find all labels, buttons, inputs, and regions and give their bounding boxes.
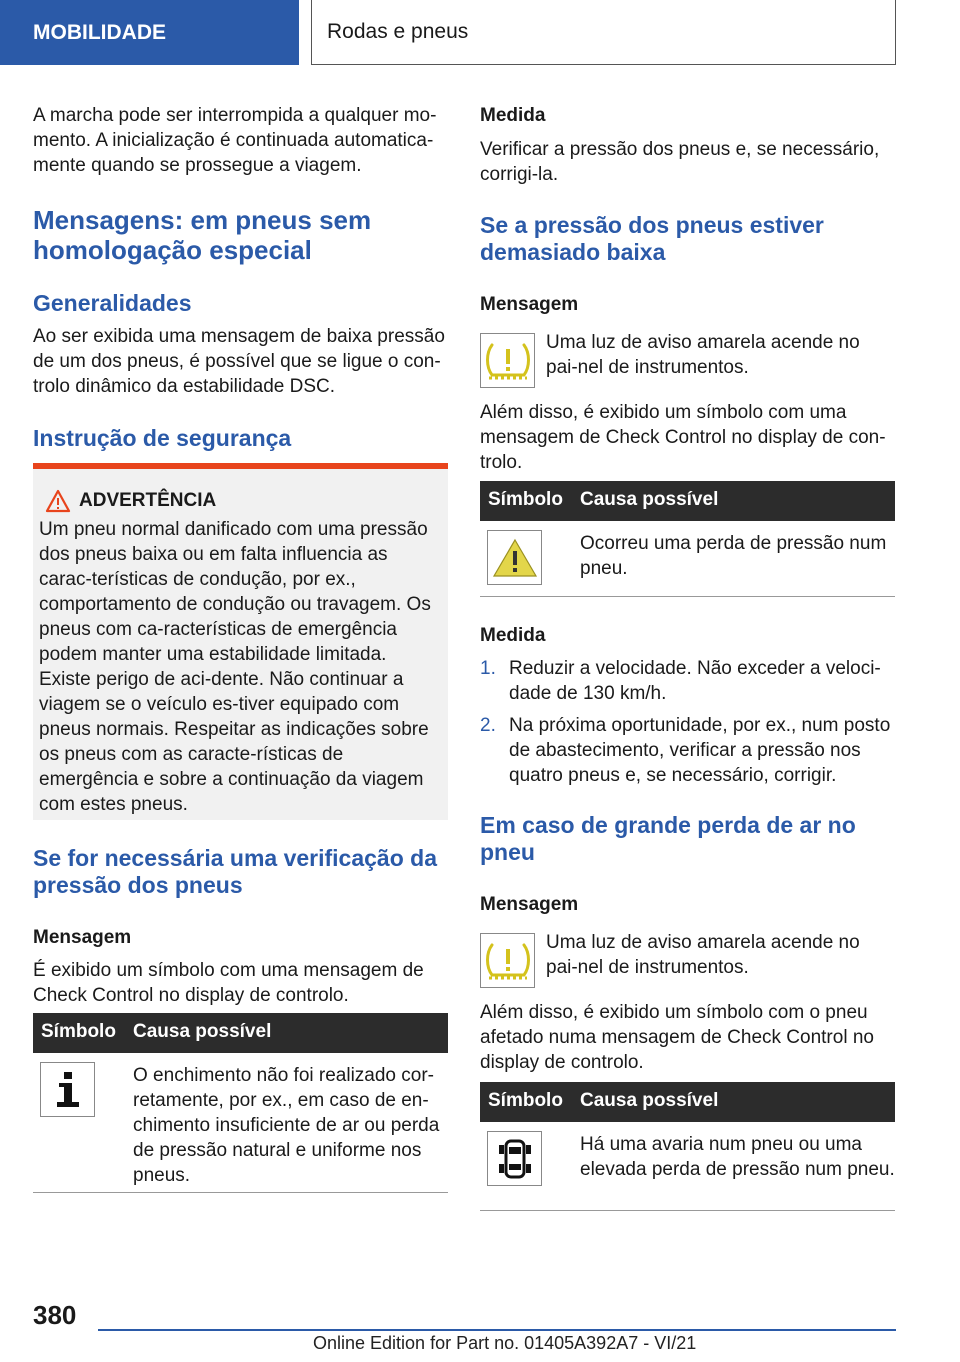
header-section-tab: MOBILIDADE (0, 0, 299, 65)
tire-pressure-warning-lamp-icon (480, 933, 535, 988)
table-row (480, 521, 895, 597)
heading-message-2: Mensagem (480, 894, 579, 915)
step-text: Reduzir a velocidade. Não exceder a veloci-dade de 130 km/h. (509, 658, 881, 704)
col-header-symbol: Símbolo (488, 1090, 563, 1111)
measure-1-paragraph: Verificar a pressão dos pneus e, se necessário, corrigi-la. (480, 139, 880, 185)
footer-edition: Online Edition for Part no. 01405A392A7 - VI/21 (313, 1333, 697, 1353)
heading-check-pressure: Se for necessária uma verificação da pressão dos pneus (33, 845, 437, 898)
footer-divider (98, 1329, 896, 1331)
table-header (480, 481, 895, 521)
header-chapter-title: Rodas e pneus (311, 0, 896, 65)
page-number: 380 (33, 1300, 77, 1330)
col-header-symbol: Símbolo (41, 1021, 116, 1042)
heading-measure-1: Medida (480, 105, 546, 126)
col-header-cause: Causa possível (580, 489, 719, 510)
step-item-1 (480, 656, 895, 706)
heading-message: Mensagem (33, 927, 132, 948)
table-header (480, 1082, 895, 1122)
step-text: Na próxima oportunidade, por ex., num posto de abastecimento, verificar a pressão nos quatro pneus e, se necessário, corrigir. (509, 715, 891, 786)
step-number: 1. (480, 658, 496, 679)
general-paragraph: Ao ser exibida uma mensagem de baixa pressão de um dos pneus, é possível que se ligue o con-trolo dinâmico da estabilidade DSC. (33, 326, 445, 397)
heading-low-pressure: Se a pressão dos pneus estiver demasiado baixa (480, 212, 824, 265)
tire-pressure-warning-lamp-icon (480, 333, 535, 388)
heading-measure-2: Medida (480, 625, 546, 646)
col-header-cause: Causa possível (580, 1090, 719, 1111)
heading-big-loss: Em caso de grande perda de ar no pneu (480, 812, 856, 865)
info-icon (40, 1062, 95, 1117)
symbol-table-info (33, 1013, 448, 1193)
heading-message-1: Mensagem (480, 294, 579, 315)
lamp-1-paragraph: Uma luz de aviso amarela acende no pai-nel de instrumentos. (546, 332, 860, 378)
message-paragraph: É exibido um símbolo com uma mensagem de Check Control no display de controlo. (33, 960, 424, 1006)
warning-triangle-icon (45, 489, 71, 513)
lamp-2-paragraph: Uma luz de aviso amarela acende no pai-nel de instrumentos. (546, 932, 860, 978)
row-cause: Ocorreu uma perda de pressão num pneu. (580, 533, 887, 579)
step-item-2 (480, 713, 895, 788)
col-header-symbol: Símbolo (488, 489, 563, 510)
table-row (33, 1053, 448, 1193)
col-header-cause: Causa possível (133, 1021, 272, 1042)
symbol-table-tire-damage (480, 1082, 895, 1211)
warning-box (33, 463, 448, 820)
heading-general: Generalidades (33, 290, 192, 316)
also-1-paragraph: Além disso, é exibido um símbolo com uma mensagem de Check Control no display de con-trolo. (480, 402, 886, 473)
heading-messages: Mensagens: em pneus sem homologação especial (33, 205, 372, 265)
warning-title (39, 489, 442, 513)
warning-triangle-icon (487, 530, 542, 585)
warning-paragraph: Um pneu normal danificado com uma pressão dos pneus baixa ou em falta influencia as carac-terísticas de condução, por ex., comportamento de condução ou travagem. Os pneus com ca-racterísticas de emergência podem manter uma estabilidade limitada. Existe perigo de aci-dente. Não continuar a viagem se o veículo es-tiver equipado com pneus normais. Respeitar as indicações sobre os pneus com as caracte-rísticas de emergência e sobre a continuação da viagem com estes pneus. (39, 519, 431, 815)
warning-title-text: ADVERTÊNCIA (79, 490, 217, 511)
measure-steps-list (480, 656, 895, 795)
symbol-table-pressure-loss (480, 481, 895, 597)
intro-paragraph: A marcha pode ser interrompida a qualquer mo-mento. A inicialização é continuada automatica-mente quando se prossegue a viagem. (33, 105, 437, 176)
row-cause: O enchimento não foi realizado cor-retamente, por ex., em caso de en-chimento insuficiente de ar ou perda de pressão natural e uniforme nos pneus. (133, 1065, 440, 1186)
row-cause: Há uma avaria num pneu ou uma elevada perda de pressão num pneu. (580, 1134, 895, 1180)
car-tire-status-icon (487, 1131, 542, 1186)
step-number: 2. (480, 715, 496, 736)
table-row (480, 1122, 895, 1211)
heading-safety: Instrução de segurança (33, 425, 292, 451)
also-2-paragraph: Além disso, é exibido um símbolo com o pneu afetado numa mensagem de Check Control no display de controlo. (480, 1002, 874, 1073)
table-header (33, 1013, 448, 1053)
